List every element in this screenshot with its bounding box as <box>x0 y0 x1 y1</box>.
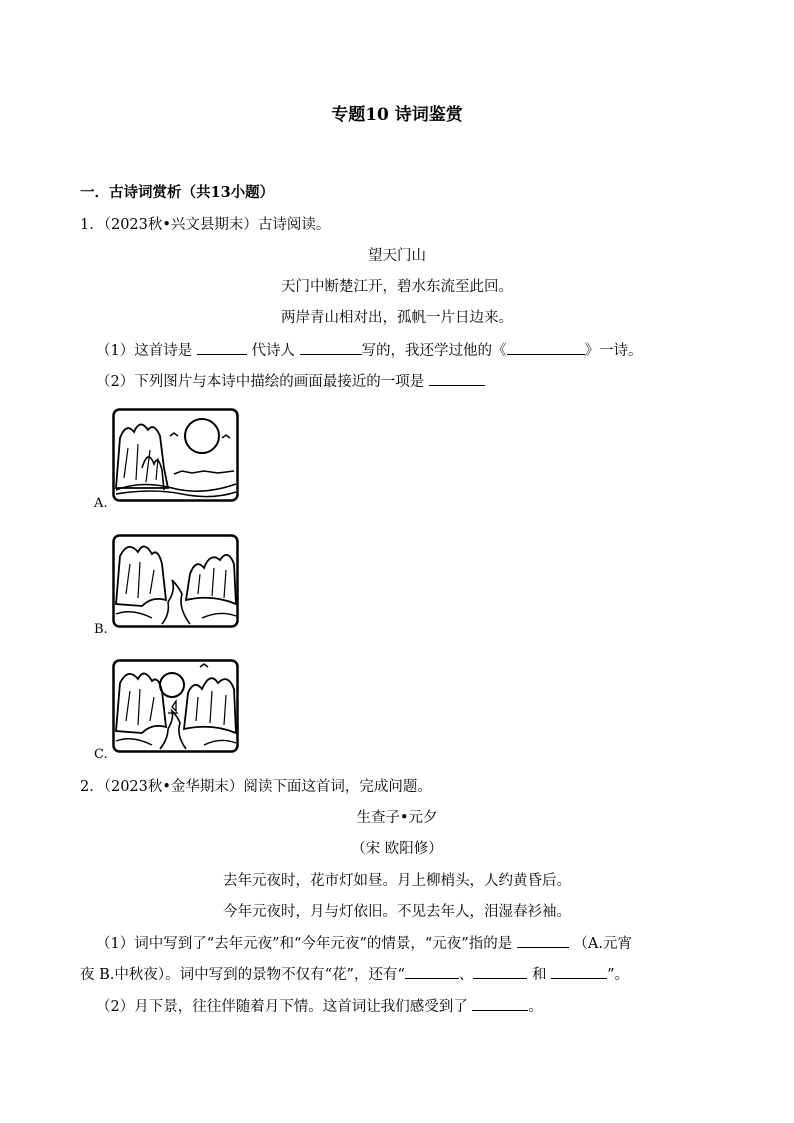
q1-poem-title: 望天门山 <box>368 248 426 264</box>
answer-blank[interactable] <box>473 964 527 979</box>
q2-poem-author: （宋 欧阳修） <box>351 841 443 857</box>
answer-blank[interactable] <box>197 340 247 355</box>
q1-poem-line-1: 天门中断楚江开，碧水东流至此回。 <box>281 279 513 295</box>
q2-poem-line-1: 去年元夜时，花市灯如昼。月上柳梢头，人约黄昏后。 <box>223 873 571 889</box>
q2-poem-line-2: 今年元夜时，月与灯依旧。不见去年人，泪湿春衫袖。 <box>223 904 571 920</box>
page-title: 专题10 诗词鉴赏 <box>331 105 463 125</box>
q2-poem-title: 生查子•元夕 <box>356 810 438 826</box>
option-a-illustration[interactable] <box>112 408 239 502</box>
q1-sub2-text: （2）下列图片与本诗中描绘的画面最接近的一项是 <box>96 374 425 390</box>
option-c-illustration[interactable] <box>112 659 239 753</box>
answer-blank[interactable] <box>300 340 362 355</box>
option-b-illustration[interactable] <box>112 534 239 628</box>
q1-poem-line-2: 两岸青山相对出，孤帆一片日边来。 <box>281 310 513 326</box>
q2-sub1-text-f: ”。 <box>607 967 630 983</box>
q2-sub2-text-b: 。 <box>528 999 543 1015</box>
q2-sub1-line-2 <box>80 964 629 985</box>
option-b-label[interactable]: B. <box>94 622 108 637</box>
option-a-label[interactable]: A. <box>94 496 108 511</box>
q1-sub1 <box>96 340 643 361</box>
q2-sub1-text-c: 夜 B.中秋夜）。词中写到的景物不仅有“花”，还有“ <box>80 967 405 983</box>
q1-sub2 <box>96 371 485 392</box>
q2-sub1-line-1 <box>96 933 632 954</box>
q2-sub1-text-b: （A.元宵 <box>573 936 633 952</box>
q2-sub2-text-a: （2）月下景，往往伴随着月下情。这首词让我们感受到了 <box>96 999 468 1015</box>
answer-blank[interactable] <box>517 933 569 948</box>
option-c-label[interactable]: C. <box>94 747 108 762</box>
answer-blank[interactable] <box>472 996 528 1011</box>
q1-sub1-text-d: 》一诗。 <box>584 343 643 359</box>
q2-sub1-text-a: （1）词中写到了“去年元夜”和“今年元夜”的情景，“元夜”指的是 <box>96 936 513 952</box>
answer-blank[interactable] <box>551 964 607 979</box>
q1-intro: 1．（2023秋•兴文县期末）古诗阅读。 <box>80 217 331 233</box>
answer-blank[interactable] <box>507 340 585 355</box>
q1-sub1-text-a: （1）这首诗是 <box>96 343 193 359</box>
q1-sub1-text-c: 写的，我还学过他的《 <box>361 343 507 359</box>
q2-intro: 2．（2023秋•金华期末）阅读下面这首词，完成问题。 <box>80 779 432 795</box>
q2-sub1-text-d: 、 <box>458 967 474 983</box>
q2-sub1-text-e: 和 <box>531 967 547 983</box>
section-heading: 一．古诗词赏析（共13小题） <box>80 184 275 201</box>
answer-blank[interactable] <box>429 371 485 386</box>
q2-sub2 <box>96 996 543 1017</box>
q1-sub1-text-b: 代诗人 <box>251 343 295 359</box>
answer-blank[interactable] <box>405 964 459 979</box>
